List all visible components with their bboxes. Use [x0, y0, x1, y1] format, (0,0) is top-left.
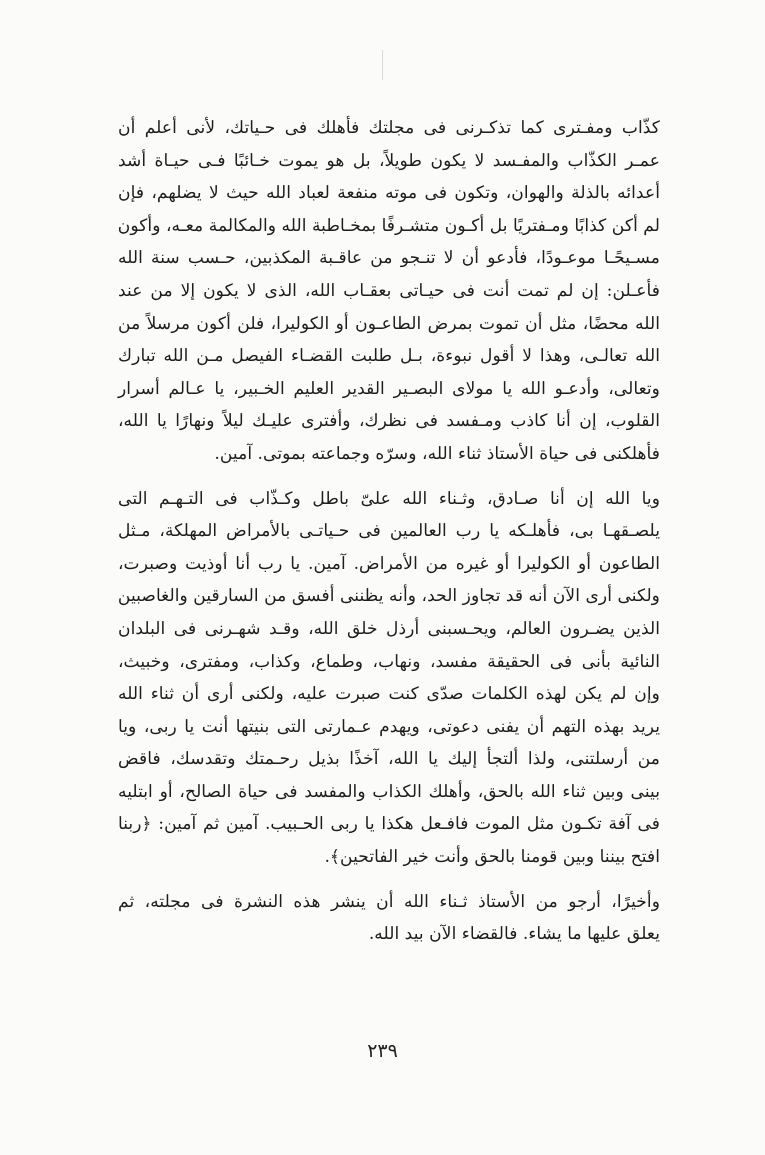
text-line: وإن لم يكن لهذه الكلمات صدّى كنت صبرت عليه، ولكنى أرى أن ثناء الله — [118, 684, 660, 705]
text-line: وأخيرًا، أرجو من الأستاذ ثـناء الله أن ينشر هذه النشرة فى مجلته، ثم — [118, 891, 660, 912]
text-line: الله تعالـى، وهذا لا أقول نبوءة، بـل طلبت القضـاء الفيصل مـن الله تبارك — [118, 346, 660, 367]
text-line: وتعالى، وأدعـو الله يا مولاى البصـير القدير العليم الخـبير، يا عـالم أسرار — [118, 378, 660, 399]
text-line: ويا الله إن أنا صـادق، وثـناء الله علىّ باطل وكـذّاب فى التـهـم التى — [118, 488, 660, 509]
text-line: افتح بيننا وبين قومنا بالحق وأنت خير الفاتحين﴾. — [324, 847, 660, 868]
text-line: الذين يضـرون العالم، ويحـسبنى أرذل خلق الله، وقـد شهـرنى فى البلدان — [118, 618, 660, 639]
text-line: فأعـلن: إن لم تمت أنت فى حيـاتى بعقـاب الله، الذى لا يكون إلا من عند — [118, 280, 660, 301]
page-number: ٢٣٩ — [367, 1040, 398, 1062]
text-line: يلصـقهـا بى، فأهلـكه يا رب العالمين فى حـياتـى بالأمراض المهلكة، مـثل — [118, 521, 660, 542]
text-line: القلوب، إن أنا كاذب ومـفسد فى نظرك، وأفترى عليـك ليلاً ونهارًا يا الله، — [118, 411, 660, 432]
paragraph — [118, 886, 660, 951]
text-line: من أرسلتنى، ولذا ألتجأ إليك يا الله، آخذًا بذيل رحـمتك وتقدسك، فاقض — [118, 749, 660, 770]
text-line: عمـر الكذّاب والمفـسد لا يكون طويلاً، بل هو يموت خـائبًا فـى حيـاة أشد — [118, 150, 660, 171]
text-line: كذّاب ومفـترى كما تذكـرنى فى مجلتك فأهلك فى حـياتك، لأنى أعلم أن — [118, 118, 660, 138]
text-line: الله محضًا، مثل أن تموت بمرض الطاعـون أو الكوليرا، فلن أكون مرسلاً من — [118, 313, 660, 334]
body-text — [118, 112, 660, 951]
paragraph-gap — [118, 874, 660, 886]
text-line: مسـيحًـا موعـودًا، فأدعو أن لا تنـجو من عاقـبة المكذبين، حـسب سنة الله — [118, 248, 660, 269]
paragraph — [118, 483, 660, 874]
text-line: بينى وبين ثناء الله بالحق، وأهلك الكذاب والمفسد فى حياة الصالح، أو ابتليه — [118, 781, 660, 802]
text-line: فأهلكنى فى حياة الأستاذ ثناء الله، وسرّه وجماعته بموتى. آمين. — [214, 443, 660, 464]
paragraph-gap — [118, 471, 660, 483]
text-line: أعدائه بالذلة والهوان، وتكون فى موته منفعة لعباد الله حيث لا يضلهم، فإن — [118, 183, 660, 204]
scan-crease — [382, 50, 383, 80]
text-line: الطاعون أو الكوليرا أو غيره من الأمراض. آمين. يا رب أنا أوذيت وصبرت، — [118, 553, 660, 574]
text-line: يعلق عليها ما يشاء. فالقضاء الآن بيد الله. — [368, 924, 660, 945]
text-line: فى آفة تكـون مثل الموت فافـعل هكذا يا ربى الحـبيب. آمين ثم آمين: ﴿ربنا — [118, 814, 660, 835]
text-line: ولكنى أرى الآن أنه قد تجاوز الحد، وأنه يظننى أفسق من السارقين والغاصبين — [117, 586, 660, 607]
text-line: النائية بأنى فى الحقيقة مفسد، ونهاب، وطماع، وكذاب، ومفترى، وخبيث، — [118, 651, 660, 672]
text-line: لم أكن كذابًا ومـفتريًا بل أكـون متشـرفًا بمخـاطبة الله والمكالمة معـه، وأكون — [117, 215, 660, 236]
paragraph — [118, 112, 660, 471]
text-line: يريد بهذه التهم أن يفنى دعوتى، ويهدم عـمارتى التى بنيتها أنت يا ربى، ويا — [118, 716, 660, 737]
